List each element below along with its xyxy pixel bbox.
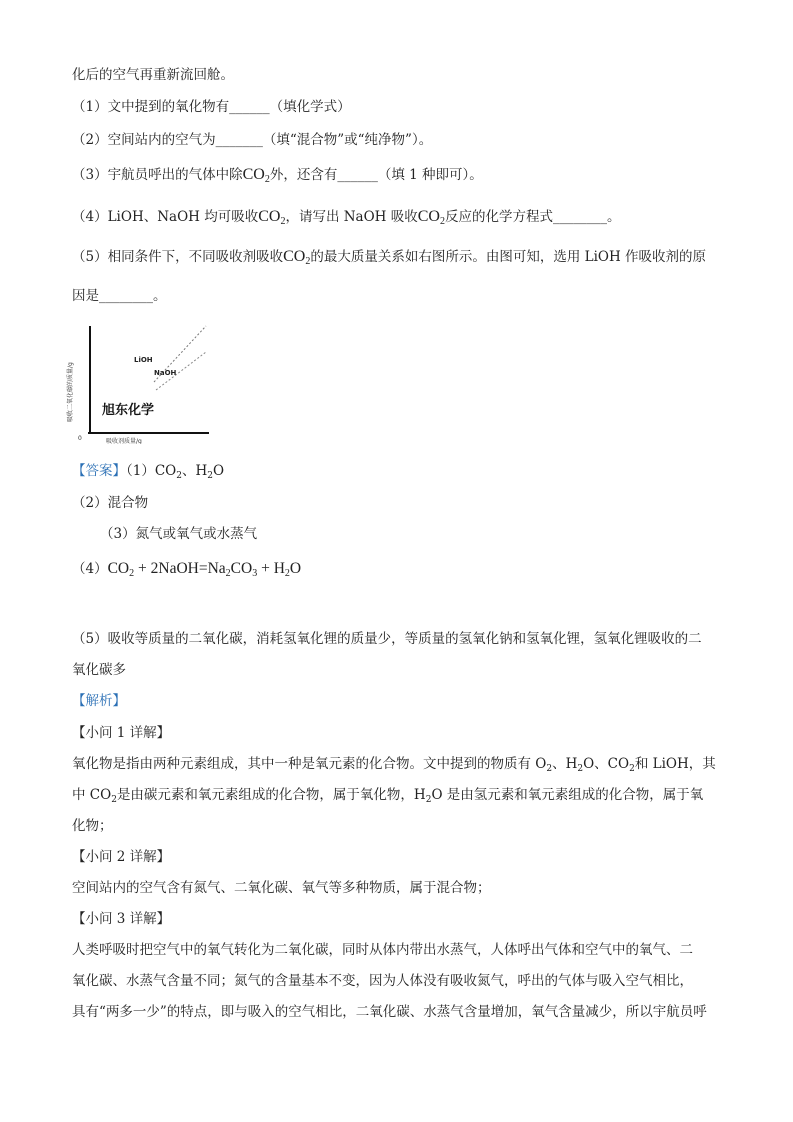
- origin-label: 0: [78, 435, 82, 442]
- analysis-paragraph: 氧化碳、水蒸气含量不同；氮气的含量基本不变，因为人体没有吸收氮气，呼出的气体与吸入空气相比，: [72, 973, 693, 989]
- watermark: 旭东化学: [102, 403, 155, 418]
- answer-2: （2）混合物: [72, 495, 149, 511]
- question-4-part-a: （4）LiOH、NaOH 均可吸收: [72, 209, 259, 225]
- answer-5: （5）吸收等质量的二氧化碳，消耗氢氧化锂的质量少，等质量的氢氧化钠和氢氧化锂，氢氧化锂吸收的二: [72, 631, 702, 647]
- analysis-paragraph: 空间站内的空气含有氮气、二氧化碳、氧气等多种物质，属于混合物；: [72, 880, 491, 896]
- absorption-graph: [66, 322, 216, 444]
- answer-5-continued: 氧化碳多: [72, 662, 126, 678]
- analysis-paragraph: 化物；: [72, 818, 113, 834]
- question-4-part-b: ，请写出 NaOH 吸收: [285, 209, 418, 225]
- question-2: （2）空间站内的空气为_______（填“混合物”或“纯净物”）。: [72, 132, 433, 148]
- analysis-tag: 【解析】: [72, 693, 126, 709]
- answer-tag: 【答案】: [72, 463, 126, 479]
- equation: $CO_2$ + $2NaOH=Na_2CO_3 + H_2O$: [107, 560, 302, 579]
- question-4-part-c: 反应的化学方程式________。: [444, 209, 621, 225]
- answer-4: $(4)CO_2$ + $2NaOH=Na_2CO_3 + H_2O$: [72, 560, 302, 579]
- question-3: [72, 166, 483, 184]
- question-4: [72, 208, 620, 226]
- question-5-part-b: 的最大质量关系如右图所示。由图可知，选用 LiOH 作吸收剂的原: [310, 249, 707, 265]
- analysis-paragraph: 人类呼吸时把空气中的氧气转化为二氧化碳，同时从体内带出水蒸气，人体呼出气体和空气中的氧气、二: [72, 942, 693, 958]
- lioh-label: LiOH: [134, 356, 153, 364]
- co2-formula: $CO_2$: [417, 208, 445, 227]
- question-5: [72, 248, 706, 266]
- question-3-part-b: 外，还含有______（填 1 种即可）。: [269, 167, 483, 183]
- question-5-part-a: （5）相同条件下，不同吸收剂吸收: [72, 249, 284, 265]
- analysis-paragraph: 具有“两多一少”的特点，即与吸入的空气相比，二氧化碳、水蒸气含量增加，氧气含量减少，所以宇航员呼: [72, 1004, 707, 1020]
- x-axis-label: 吸收剂质量/g: [106, 438, 142, 444]
- analysis-paragraph: 氧化物是指由两种元素组成，其中一种是氧元素的化合物。文中提到的物质有 $O_2$、$H_2O$、$CO_2$和 LiOH，其: [72, 756, 716, 774]
- subquestion-3-heading: 【小问 3 详解】: [72, 911, 171, 927]
- answer-3: （3）氮气或氧气或水蒸气: [100, 526, 258, 542]
- analysis-paragraph: 中 $CO_2$是由碳元素和氧元素组成的化合物，属于氧化物，$H_2O$ 是由氢元素和氧元素组成的化合物，属于氧: [72, 787, 704, 805]
- question-5-continued: 因是________。: [72, 288, 167, 304]
- question-1: （1）文中提到的氧化物有______（填化学式）: [72, 99, 351, 115]
- text-line: 化后的空气再重新流回舱。: [72, 67, 234, 83]
- subquestion-2-heading: 【小问 2 详解】: [72, 849, 171, 865]
- question-3-part-a: （3）宇航员呼出的气体中除: [72, 167, 243, 183]
- co2-formula: $CO_2$: [283, 248, 311, 267]
- y-axis-label: 吸收二氧化碳的质量/g: [67, 362, 74, 422]
- subquestion-1-heading: 【小问 1 详解】: [72, 725, 171, 741]
- co2-formula: $CO_2$: [258, 208, 286, 227]
- answer-1: 【答案】$(1)CO_2$、$H_2O$: [72, 463, 225, 481]
- co2-formula: $CO_2$: [242, 166, 270, 185]
- naoh-label: NaOH: [154, 369, 177, 377]
